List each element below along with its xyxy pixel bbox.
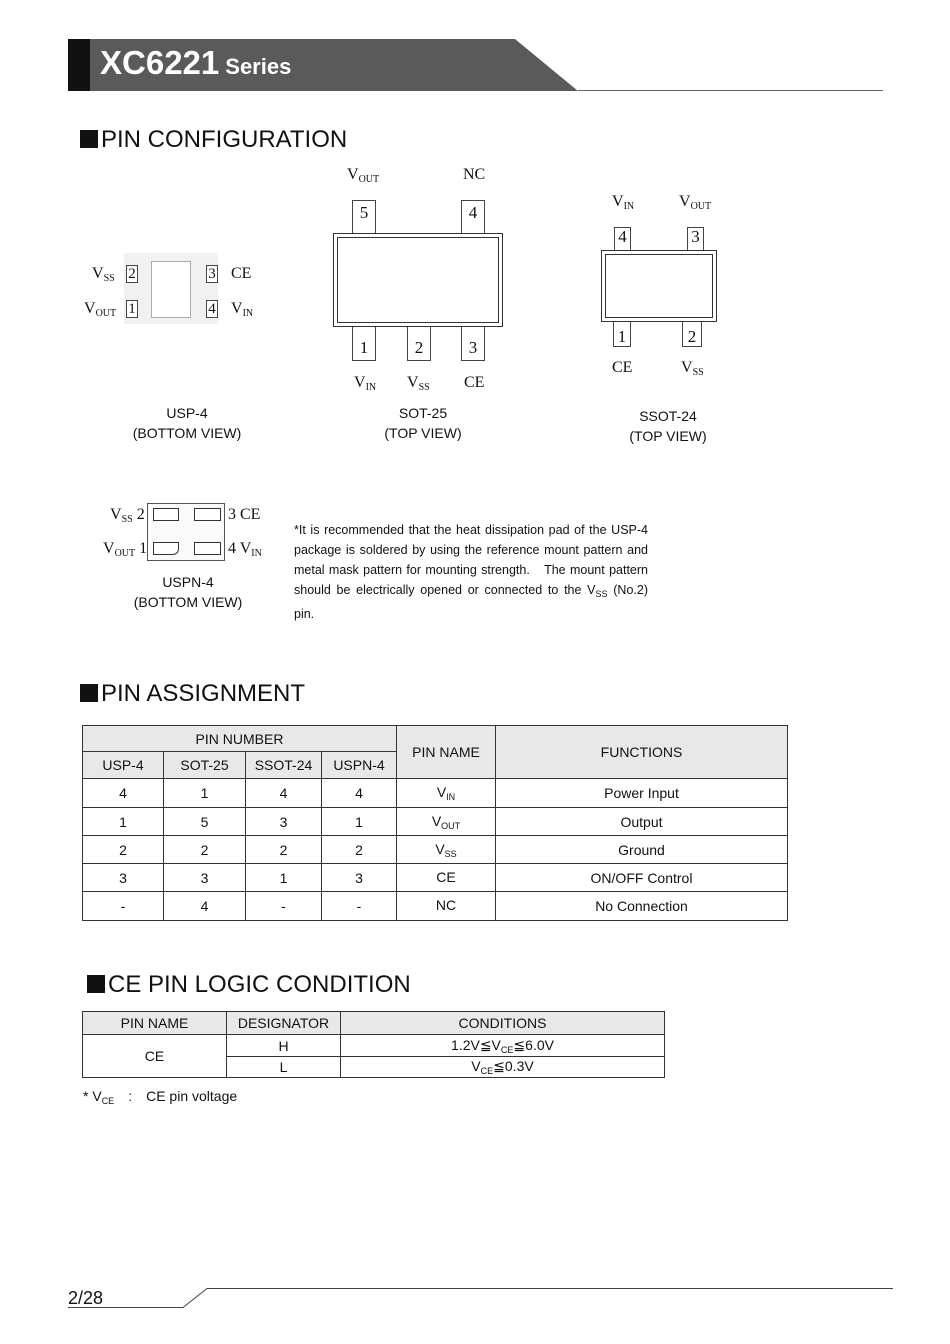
cell-sot25: 5 xyxy=(164,808,246,836)
table-row xyxy=(83,779,788,808)
cell-pin-name: NC xyxy=(397,892,496,921)
table-header-row xyxy=(83,1012,665,1035)
usp4-pin-number: 1 xyxy=(126,300,138,318)
pin-number-header: PIN NUMBER xyxy=(83,726,397,752)
cell-function: Power Input xyxy=(496,779,788,808)
ssot24-pin-1: 1 xyxy=(613,320,631,347)
header-pin-name: PIN NAME xyxy=(83,1012,227,1035)
sot25-pin-5: 5 xyxy=(352,200,376,234)
cell-sot25: 1 xyxy=(164,779,246,808)
page-number: 2/28 xyxy=(68,1288,104,1308)
sot25-pin-1: 1 xyxy=(352,325,376,361)
cell-pin-name: $V_{IN}$ xyxy=(397,779,496,808)
ce-logic-table xyxy=(82,1011,665,1078)
usp4-pin-number: 4 xyxy=(206,300,218,318)
header-ssot24: SSOT-24 xyxy=(246,752,322,779)
cell-pin-name: $V_{OUT}$ xyxy=(397,808,496,836)
cell-pin: CE xyxy=(83,1035,227,1078)
header-designator: DESIGNATOR xyxy=(227,1012,341,1035)
sot25-label-nc: NC xyxy=(463,166,486,183)
cell-function: ON/OFF Control xyxy=(496,864,788,892)
cell-designator: H xyxy=(227,1035,341,1057)
ssot24-body xyxy=(601,250,717,322)
usp4-heat-pad xyxy=(151,261,191,318)
heat-pad-note: *It is recommended that the heat dissipation pad of the USP-4 package is soldered by using the reference mount pattern and metal mask pattern for mounting strength. The mount pattern should be electrically opened or connected to the $V_{SS}$ (No.2) pin. xyxy=(294,523,648,621)
cell-ssot24: 3 xyxy=(246,808,322,836)
header-accent-bar xyxy=(68,39,90,91)
header-uspn4: USPN-4 xyxy=(322,752,397,779)
cell-function: No Connection xyxy=(496,892,788,921)
footnote: * $V_{CE}$ : CE pin voltage xyxy=(83,1088,238,1106)
uspn4-pin-label: $V_{OUT}$ 1 xyxy=(103,540,148,559)
ssot24-label-vout: $V_{OUT}$ xyxy=(679,193,712,212)
cell-function: Output xyxy=(496,808,788,836)
uspn4-pad xyxy=(194,542,221,555)
pin-name-header: PIN NAME xyxy=(397,726,496,779)
cell-uspn4: 2 xyxy=(322,836,397,864)
sot25-label-ce: CE xyxy=(464,374,485,391)
cell-ssot24: 1 xyxy=(246,864,322,892)
ssot24-label-ce: CE xyxy=(612,359,633,376)
cell-uspn4: 1 xyxy=(322,808,397,836)
header-conditions: CONDITIONS xyxy=(341,1012,665,1035)
uspn4-pin-label: $V_{SS}$ 2 xyxy=(110,506,145,525)
uspn4-pin-label: 4 $V_{IN}$ xyxy=(228,540,262,559)
ssot24-label-vss: $V_{SS}$ xyxy=(681,359,704,378)
cell-sot25: 4 xyxy=(164,892,246,921)
table-row xyxy=(83,836,788,864)
cell-condition: $1.2V≦V_{CE}≦6.0V$ xyxy=(341,1035,665,1057)
usp4-pin-number: 2 xyxy=(126,265,138,283)
functions-header: FUNCTIONS xyxy=(496,726,788,779)
uspn4-pad xyxy=(153,508,179,521)
cell-sot25: 3 xyxy=(164,864,246,892)
cell-usp4: - xyxy=(83,892,164,921)
header-usp4: USP-4 xyxy=(83,752,164,779)
usp4-pin-label: $V_{SS}$ xyxy=(92,265,115,284)
section-title-pin-configuration: PIN CONFIGURATION xyxy=(80,126,347,154)
cell-ssot24: 2 xyxy=(246,836,322,864)
section-title-ce-logic: CE PIN LOGIC CONDITION xyxy=(87,971,411,999)
cell-pin-name: $V_{SS}$ xyxy=(397,836,496,864)
uspn4-pad xyxy=(153,542,179,555)
usp4-caption: USP-4 (BOTTOM VIEW) xyxy=(132,405,242,441)
section-title-pin-assignment: PIN ASSIGNMENT xyxy=(80,680,305,708)
usp4-pin-label: CE xyxy=(231,265,252,282)
cell-uspn4: 4 xyxy=(322,779,397,808)
cell-condition: $V_{CE}≦0.3V$ xyxy=(341,1057,665,1078)
sot25-label-vin: $V_{IN}$ xyxy=(354,374,377,393)
ssot24-pin-3: 3 xyxy=(687,227,704,253)
ssot24-pin-4: 4 xyxy=(614,227,631,253)
cell-pin-name: CE xyxy=(397,864,496,892)
table-header-row xyxy=(83,726,788,752)
cell-designator: L xyxy=(227,1057,341,1078)
cell-sot25: 2 xyxy=(164,836,246,864)
table-row xyxy=(83,892,788,921)
cell-ssot24: 4 xyxy=(246,779,322,808)
uspn4-caption: USPN-4 (BOTTOM VIEW) xyxy=(133,574,243,610)
cell-uspn4: 3 xyxy=(322,864,397,892)
ssot24-label-vin: $V_{IN}$ xyxy=(612,193,635,212)
table-row xyxy=(83,1035,665,1057)
sot25-label-vout: $V_{OUT}$ xyxy=(347,166,380,185)
doc-title: XC6221 Series xyxy=(100,44,292,81)
sot25-body xyxy=(333,233,503,327)
doc-subtitle: Series xyxy=(225,54,292,79)
table-row xyxy=(83,864,788,892)
usp4-pin-label: $V_{IN}$ xyxy=(231,300,254,319)
sot25-pin-3: 3 xyxy=(461,325,485,361)
footer-rule xyxy=(0,1280,950,1320)
sot25-caption: SOT-25 (TOP VIEW) xyxy=(384,405,462,441)
cell-usp4: 4 xyxy=(83,779,164,808)
ssot24-caption: SSOT-24 (TOP VIEW) xyxy=(629,408,707,444)
cell-usp4: 3 xyxy=(83,864,164,892)
cell-uspn4: - xyxy=(322,892,397,921)
usp4-pin-number: 3 xyxy=(206,265,218,283)
uspn4-pin-label: 3 CE xyxy=(228,506,261,523)
sot25-pin-2: 2 xyxy=(407,325,431,361)
uspn4-pad xyxy=(194,508,221,521)
cell-ssot24: - xyxy=(246,892,322,921)
cell-usp4: 2 xyxy=(83,836,164,864)
ssot24-pin-2: 2 xyxy=(682,320,702,347)
sot25-label-vss: $V_{SS}$ xyxy=(407,374,430,393)
header-sot25: SOT-25 xyxy=(164,752,246,779)
cell-usp4: 1 xyxy=(83,808,164,836)
table-row xyxy=(83,808,788,836)
usp4-pin-label: $V_{OUT}$ xyxy=(84,300,117,319)
sot25-pin-4: 4 xyxy=(461,200,485,234)
cell-function: Ground xyxy=(496,836,788,864)
pin-assignment-table xyxy=(82,725,788,921)
